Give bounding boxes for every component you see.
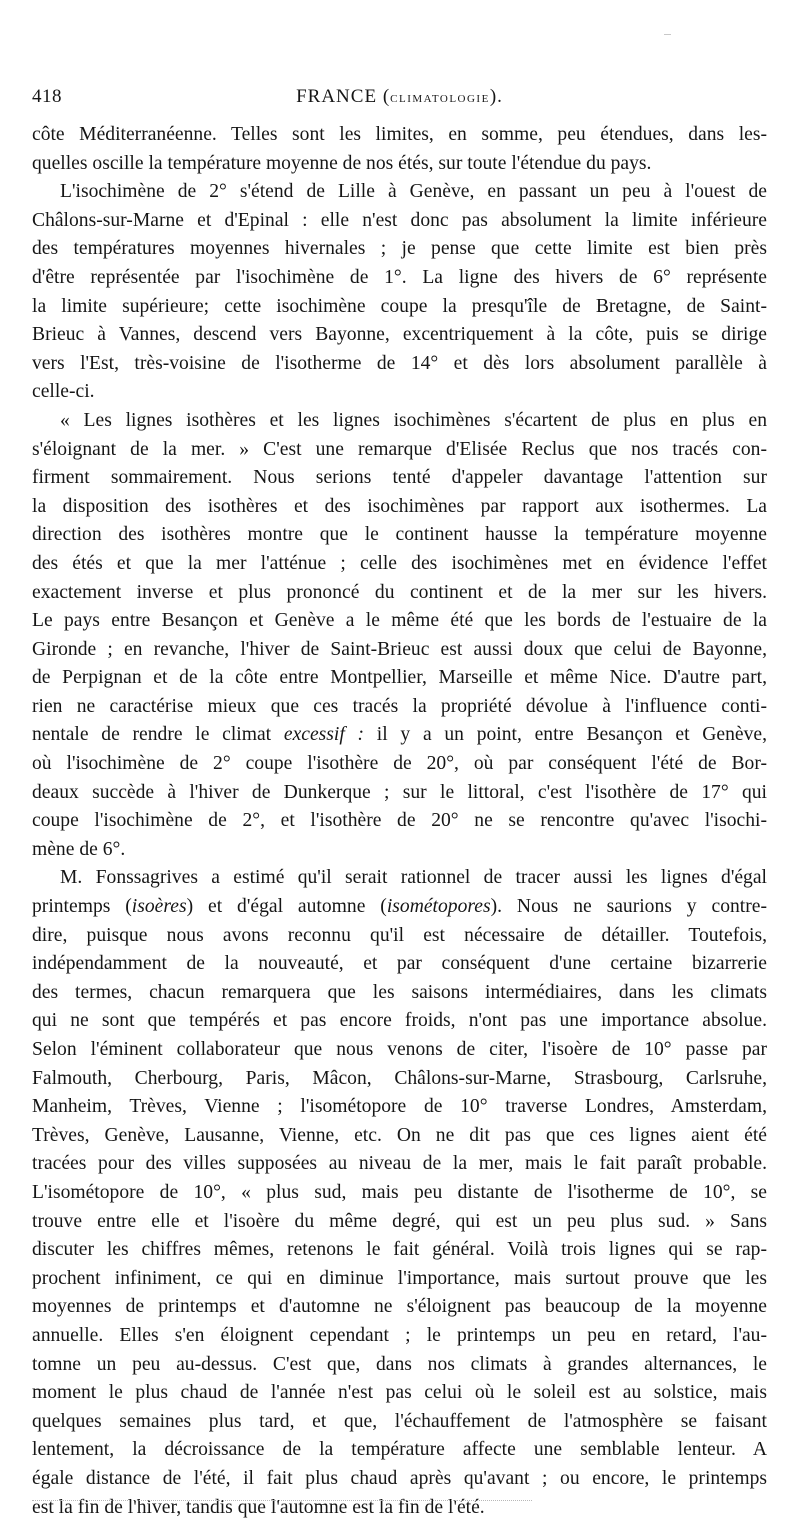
text-line: L'isométopore de 10°, « plus sud, mais peu distante de l'isotherme de 10°, se [32,1181,767,1203]
text-line: la disposition des isothères et des isochimènes par rapport aux isothermes. La [32,495,767,517]
text-line: où l'isochimène de 2° coupe l'isothère de 20°, où par conséquent l'été de Bor- [32,753,767,775]
running-title-subject: climatologie [390,89,490,106]
running-title-main: FRANCE [296,86,378,107]
text-line: Trèves, Genève, Lausanne, Vienne, etc. On ne dit pas que ces lignes aient été [32,1124,767,1146]
body-text [32,121,767,1522]
text-line: vers l'Est, très-voisine de l'isotherme de 14° et dès lors absolument parallèle à [32,352,767,374]
text-line: quelles oscille la température moyenne de nos étés, sur toute l'étendue du pays. [32,152,652,174]
running-title [32,86,767,108]
italic-term: isométopores [386,896,491,918]
page-number: 418 [32,86,62,107]
text-line: d'être représentée par l'isochimène de 1°. La ligne des hivers de 6° représente [32,266,767,288]
text-line: celle-ci. [32,381,95,403]
text-line: L'isochimène de 2° s'étend de Lille à Genève, en passant un peu à l'ouest de [60,181,767,203]
text-line: rien ne caractérise mieux que ces tracés la propriété dévolue à l'influence conti- [32,695,767,717]
running-title-paren-open: ( [382,86,391,107]
text-line: quelques semaines plus tard, et que, l'échauffement de l'atmosphère se faisant [32,1410,767,1432]
text-line: prochent infiniment, ce qui en diminue l'importance, mais surtout prouve que les [32,1267,767,1289]
text-line: côte Méditerranéenne. Telles sont les limites, en somme, peu étendues, dans les- [32,124,767,145]
text-line: trouve entre elle et l'isoère du même degré, qui est un peu plus sud. » Sans [32,1210,767,1232]
text-line: s'éloignant de la mer. » C'est une remarque d'Elisée Reclus que nos tracés con- [32,438,767,460]
text-line: égale distance de l'été, il fait plus chaud après qu'avant ; ou encore, le printemps [32,1467,767,1489]
text-line: Le pays entre Besançon et Genève a le même été que les bords de l'estuaire de la [32,610,767,632]
text-line: exactement inverse et plus prononcé du continent et de la mer sur les hivers. [32,581,767,603]
text-line: direction des isothères montre que le continent hausse la température moyenne [32,524,767,546]
text-line: la limite supérieure; cette isochimène coupe la presqu'île de Bretagne, de Saint- [32,295,767,317]
text-line: tracées pour des villes supposées au niveau de la mer, mais le fait paraît probable. [32,1153,767,1175]
footer-rule [32,1500,532,1501]
text-run: ). Nous ne saurions y contre- [490,896,767,918]
text-line: Châlons-sur-Marne et d'Epinal : elle n'est donc pas absolument la limite inférieure [32,209,767,231]
text-run: il y a un point, entre Besançon et Genève, [376,724,767,746]
text-line: Gironde ; en revanche, l'hiver de Saint-Brieuc est aussi doux que celui de Bayonne, [32,638,767,660]
text-line: lentement, la décroissance de la température affecte une semblable lenteur. A [32,1439,767,1461]
running-title-paren-close: ). [489,86,503,107]
text-line: des termes, chacun remarquera que les saisons intermédiaires, dans les climats [32,981,767,1003]
text-run: ) et d'égal automne ( [186,896,387,918]
italic-term: excessif : [283,724,365,746]
text-line: moment le plus chaud de l'année n'est pas celui où le soleil est au solstice, mais [32,1382,767,1404]
text-line: « Les lignes isothères et les lignes isochimènes s'écartent de plus en plus en [60,409,767,431]
text-line: Brieuc à Vannes, descend vers Bayonne, excentriquement à la côte, puis se dirige [32,324,767,346]
text-line: moyennes de printemps et d'automne ne s'éloignent pas beaucoup de la moyenne [32,1296,767,1318]
text-line [32,721,767,750]
text-line: des températures moyennes hivernales ; je pense que cette limite est bien près [32,238,767,260]
text-line: deaux succède à l'hiver de Dunkerque ; sur le littoral, c'est l'isothère de 17° qui [32,781,767,803]
text-line: Selon l'éminent collaborateur que nous venons de citer, l'isoère de 10° passe par [32,1039,767,1060]
text-line: coupe l'isochimène de 2°, et l'isothère de 20° ne se rencontre qu'avec l'isochi- [32,810,767,832]
text-line [32,893,767,922]
text-line: M. Fonssagrives a estimé qu'il serait rationnel de tracer aussi les lignes d'égal [60,867,767,889]
page-header [32,86,767,116]
italic-term: isoères [131,896,187,918]
text-run: printemps ( [32,896,132,918]
margin-mark [664,34,671,35]
text-line: Falmouth, Cherbourg, Paris, Mâcon, Châlons-sur-Marne, Strasbourg, Carlsruhe, [32,1067,767,1089]
text-line: tomne un peu au-dessus. C'est que, dans nos climats à grandes alternances, le [32,1353,767,1375]
text-run: nentale de rendre le climat [32,724,272,746]
text-line: dire, puisque nous avons reconnu qu'il est nécessaire de détailler. Toutefois, [32,924,767,946]
text-line: de Perpignan et de la côte entre Montpellier, Marseille et même Nice. D'autre part, [32,667,767,689]
text-line: firment sommairement. Nous serions tenté d'appeler davantage l'attention sur [32,467,767,489]
text-line: est la fin de l'hiver, tandis que l'automne est la fin de l'été. [32,1496,485,1518]
text-line: mène de 6°. [32,838,126,860]
text-line: indépendamment de la nouveauté, et par conséquent d'une certaine bizarrerie [32,953,767,975]
text-line: des étés et que la mer l'atténue ; celle des isochimènes met en évidence l'effet [32,552,767,574]
text-line: Manheim, Trèves, Vienne ; l'isométopore de 10° traverse Londres, Amsterdam, [32,1096,767,1118]
text-line: annuelle. Elles s'en éloignent cependant ; le printemps un peu en retard, l'au- [32,1324,767,1346]
text-line: qui ne sont que tempérés et pas encore froids, n'ont pas une importance absolue. [32,1010,767,1032]
text-line: discuter les chiffres mêmes, retenons le fait général. Voilà trois lignes qui se rap- [32,1239,767,1261]
